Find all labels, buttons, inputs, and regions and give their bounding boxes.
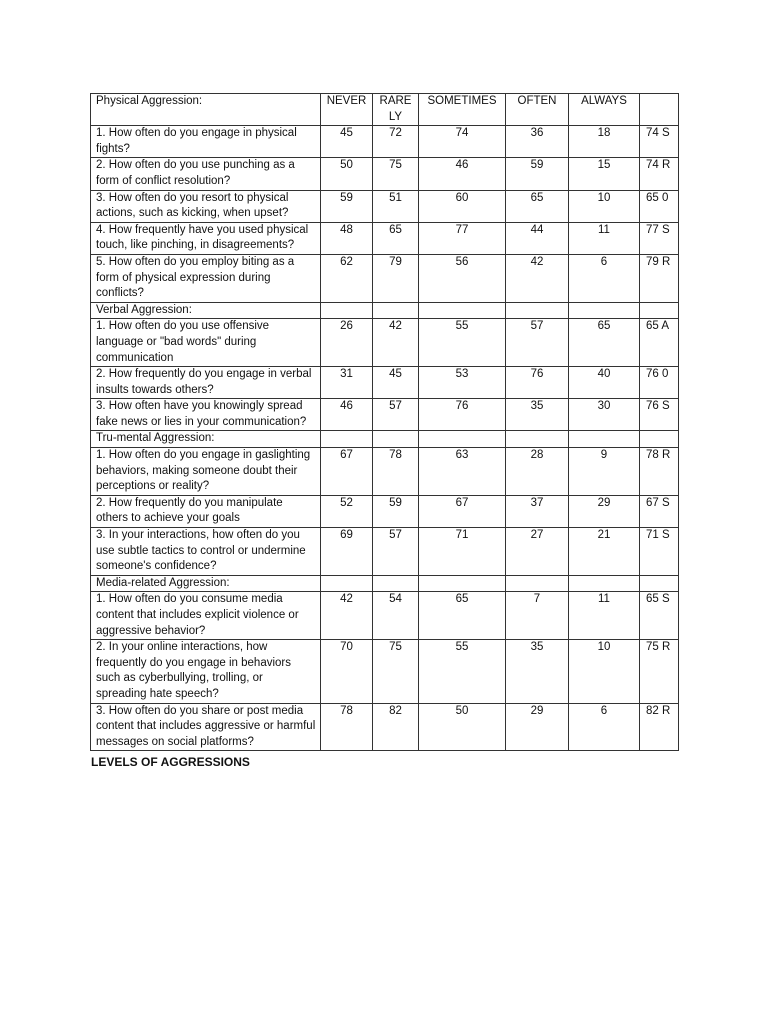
always-count-cell: 6 bbox=[569, 703, 640, 751]
question-cell: 2. How often do you use punching as a form of conflict resolution? bbox=[91, 158, 321, 190]
sometimes-count-cell: 56 bbox=[419, 254, 506, 302]
empty-cell bbox=[419, 431, 506, 448]
never-count-cell: 31 bbox=[321, 367, 373, 399]
empty-cell bbox=[373, 431, 419, 448]
never-count-cell: 67 bbox=[321, 448, 373, 496]
table-row bbox=[91, 158, 679, 190]
rarely-count-cell: 42 bbox=[373, 319, 419, 367]
often-count-cell: 76 bbox=[506, 367, 569, 399]
always-count-cell: 65 bbox=[569, 319, 640, 367]
result-cell: 76 S bbox=[640, 399, 679, 431]
never-count-cell: 26 bbox=[321, 319, 373, 367]
section-row-trumental bbox=[91, 431, 679, 448]
rarely-count-cell: 72 bbox=[373, 126, 419, 158]
document-page bbox=[90, 93, 678, 770]
empty-cell bbox=[506, 575, 569, 592]
sometimes-count-cell: 77 bbox=[419, 222, 506, 254]
table-row bbox=[91, 399, 679, 431]
header-row bbox=[91, 94, 679, 126]
sometimes-count-cell: 71 bbox=[419, 528, 506, 576]
rarely-count-cell: 54 bbox=[373, 592, 419, 640]
empty-cell bbox=[419, 302, 506, 319]
never-count-cell: 50 bbox=[321, 158, 373, 190]
result-cell: 67 S bbox=[640, 495, 679, 527]
question-cell: 3. How often do you resort to physical actions, such as kicking, when upset? bbox=[91, 190, 321, 222]
question-cell: 5. How often do you employ biting as a form of physical expression during conflicts? bbox=[91, 254, 321, 302]
often-count-cell: 27 bbox=[506, 528, 569, 576]
aggression-survey-table bbox=[90, 93, 679, 751]
sometimes-count-cell: 55 bbox=[419, 640, 506, 703]
empty-cell bbox=[321, 302, 373, 319]
never-count-cell: 42 bbox=[321, 592, 373, 640]
empty-cell bbox=[373, 575, 419, 592]
empty-cell bbox=[569, 302, 640, 319]
table-row bbox=[91, 367, 679, 399]
never-count-cell: 59 bbox=[321, 190, 373, 222]
header-never: NEVER bbox=[321, 94, 373, 126]
question-cell: 2. How frequently do you engage in verbal insults towards others? bbox=[91, 367, 321, 399]
result-cell: 65 S bbox=[640, 592, 679, 640]
result-cell: 75 R bbox=[640, 640, 679, 703]
sometimes-count-cell: 60 bbox=[419, 190, 506, 222]
empty-cell bbox=[506, 431, 569, 448]
header-rarely: RARE LY bbox=[373, 94, 419, 126]
empty-cell bbox=[506, 302, 569, 319]
rarely-count-cell: 45 bbox=[373, 367, 419, 399]
header-often: OFTEN bbox=[506, 94, 569, 126]
rarely-count-cell: 75 bbox=[373, 158, 419, 190]
rarely-count-cell: 51 bbox=[373, 190, 419, 222]
header-always: ALWAYS bbox=[569, 94, 640, 126]
often-count-cell: 35 bbox=[506, 640, 569, 703]
rarely-count-cell: 75 bbox=[373, 640, 419, 703]
table-row bbox=[91, 528, 679, 576]
result-cell: 71 S bbox=[640, 528, 679, 576]
often-count-cell: 59 bbox=[506, 158, 569, 190]
result-cell: 79 R bbox=[640, 254, 679, 302]
result-cell: 76 0 bbox=[640, 367, 679, 399]
section-row-media bbox=[91, 575, 679, 592]
always-count-cell: 11 bbox=[569, 592, 640, 640]
empty-cell bbox=[640, 431, 679, 448]
table-row bbox=[91, 640, 679, 703]
always-count-cell: 10 bbox=[569, 190, 640, 222]
never-count-cell: 62 bbox=[321, 254, 373, 302]
always-count-cell: 11 bbox=[569, 222, 640, 254]
always-count-cell: 21 bbox=[569, 528, 640, 576]
sometimes-count-cell: 46 bbox=[419, 158, 506, 190]
question-cell: 2. How frequently do you manipulate others to achieve your goals bbox=[91, 495, 321, 527]
header-sometimes: SOMETIMES bbox=[419, 94, 506, 126]
question-cell: 3. How often have you knowingly spread fake news or lies in your communication? bbox=[91, 399, 321, 431]
table-row bbox=[91, 592, 679, 640]
rarely-count-cell: 79 bbox=[373, 254, 419, 302]
sometimes-count-cell: 53 bbox=[419, 367, 506, 399]
table-row bbox=[91, 222, 679, 254]
never-count-cell: 69 bbox=[321, 528, 373, 576]
section-label-trumental: Tru-mental Aggression: bbox=[91, 431, 321, 448]
sometimes-count-cell: 55 bbox=[419, 319, 506, 367]
question-cell: 1. How often do you consume media content that includes explicit violence or aggressive behavior? bbox=[91, 592, 321, 640]
often-count-cell: 7 bbox=[506, 592, 569, 640]
section-row-verbal bbox=[91, 302, 679, 319]
empty-cell bbox=[321, 431, 373, 448]
sometimes-count-cell: 63 bbox=[419, 448, 506, 496]
always-count-cell: 10 bbox=[569, 640, 640, 703]
often-count-cell: 28 bbox=[506, 448, 569, 496]
result-cell: 74 S bbox=[640, 126, 679, 158]
rarely-count-cell: 82 bbox=[373, 703, 419, 751]
result-cell: 77 S bbox=[640, 222, 679, 254]
never-count-cell: 45 bbox=[321, 126, 373, 158]
question-cell: 3. How often do you share or post media content that includes aggressive or harmful messages on social platforms? bbox=[91, 703, 321, 751]
question-cell: 2. In your online interactions, how frequently do you engage in behaviors such as cyberbullying, trolling, or spreading hate speech? bbox=[91, 640, 321, 703]
result-cell: 78 R bbox=[640, 448, 679, 496]
empty-cell bbox=[373, 302, 419, 319]
always-count-cell: 15 bbox=[569, 158, 640, 190]
question-cell: 3. In your interactions, how often do you use subtle tactics to control or undermine someone's confidence? bbox=[91, 528, 321, 576]
sometimes-count-cell: 74 bbox=[419, 126, 506, 158]
table-row bbox=[91, 703, 679, 751]
never-count-cell: 70 bbox=[321, 640, 373, 703]
header-result bbox=[640, 94, 679, 126]
often-count-cell: 65 bbox=[506, 190, 569, 222]
never-count-cell: 52 bbox=[321, 495, 373, 527]
always-count-cell: 9 bbox=[569, 448, 640, 496]
table-row bbox=[91, 448, 679, 496]
always-count-cell: 30 bbox=[569, 399, 640, 431]
table-row bbox=[91, 254, 679, 302]
empty-cell bbox=[569, 575, 640, 592]
question-cell: 1. How often do you use offensive language or "bad words" during communication bbox=[91, 319, 321, 367]
section-label-verbal: Verbal Aggression: bbox=[91, 302, 321, 319]
often-count-cell: 37 bbox=[506, 495, 569, 527]
table-row bbox=[91, 319, 679, 367]
always-count-cell: 40 bbox=[569, 367, 640, 399]
result-cell: 65 A bbox=[640, 319, 679, 367]
question-cell: 1. How often do you engage in physical fights? bbox=[91, 126, 321, 158]
never-count-cell: 78 bbox=[321, 703, 373, 751]
always-count-cell: 18 bbox=[569, 126, 640, 158]
often-count-cell: 44 bbox=[506, 222, 569, 254]
empty-cell bbox=[569, 431, 640, 448]
often-count-cell: 35 bbox=[506, 399, 569, 431]
empty-cell bbox=[419, 575, 506, 592]
always-count-cell: 29 bbox=[569, 495, 640, 527]
sometimes-count-cell: 50 bbox=[419, 703, 506, 751]
empty-cell bbox=[321, 575, 373, 592]
rarely-count-cell: 57 bbox=[373, 528, 419, 576]
rarely-count-cell: 65 bbox=[373, 222, 419, 254]
never-count-cell: 46 bbox=[321, 399, 373, 431]
always-count-cell: 6 bbox=[569, 254, 640, 302]
sometimes-count-cell: 65 bbox=[419, 592, 506, 640]
table-caption: LEVELS OF AGGRESSIONS bbox=[91, 755, 250, 770]
often-count-cell: 42 bbox=[506, 254, 569, 302]
rarely-count-cell: 59 bbox=[373, 495, 419, 527]
sometimes-count-cell: 76 bbox=[419, 399, 506, 431]
table-row bbox=[91, 190, 679, 222]
rarely-count-cell: 78 bbox=[373, 448, 419, 496]
table-row bbox=[91, 126, 679, 158]
result-cell: 65 0 bbox=[640, 190, 679, 222]
table-body bbox=[91, 94, 679, 751]
often-count-cell: 29 bbox=[506, 703, 569, 751]
often-count-cell: 57 bbox=[506, 319, 569, 367]
question-cell: 4. How frequently have you used physical touch, like pinching, in disagreements? bbox=[91, 222, 321, 254]
often-count-cell: 36 bbox=[506, 126, 569, 158]
never-count-cell: 48 bbox=[321, 222, 373, 254]
question-cell: 1. How often do you engage in gaslighting behaviors, making someone doubt their perceptions or reality? bbox=[91, 448, 321, 496]
rarely-count-cell: 57 bbox=[373, 399, 419, 431]
empty-cell bbox=[640, 302, 679, 319]
sometimes-count-cell: 67 bbox=[419, 495, 506, 527]
section-label-media: Media-related Aggression: bbox=[91, 575, 321, 592]
result-cell: 74 R bbox=[640, 158, 679, 190]
header-physical-aggression: Physical Aggression: bbox=[91, 94, 321, 126]
result-cell: 82 R bbox=[640, 703, 679, 751]
empty-cell bbox=[640, 575, 679, 592]
table-row bbox=[91, 495, 679, 527]
